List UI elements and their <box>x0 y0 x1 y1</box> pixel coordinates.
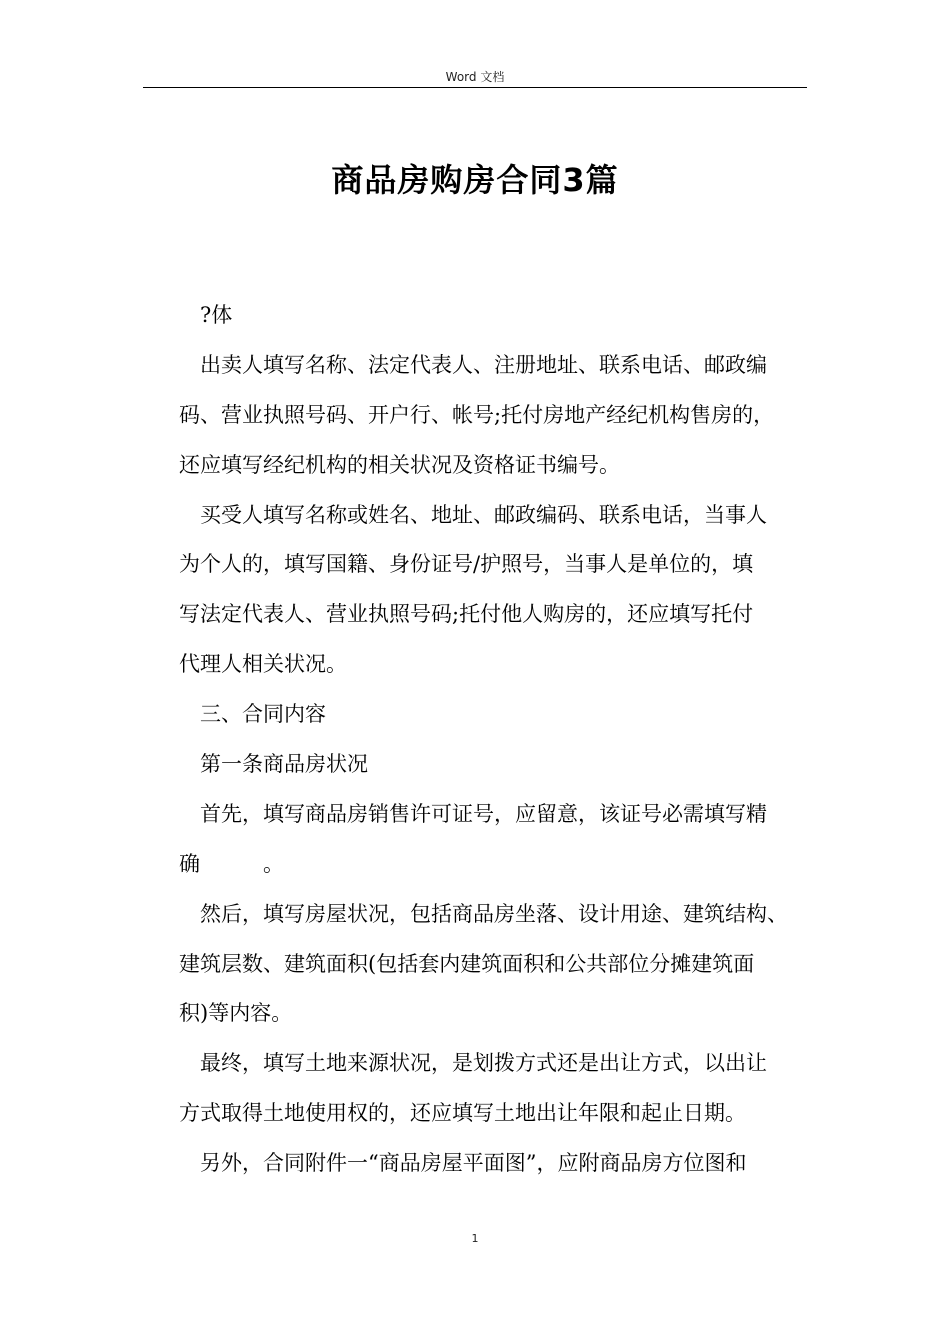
body-line: ?体 <box>200 303 233 327</box>
body-line: 方式取得土地使用权的，还应填写土地出让年限和起止日期。 <box>179 1101 746 1126</box>
document-body <box>179 291 819 1189</box>
section-heading: 三、合同内容 <box>200 702 326 727</box>
body-line: 建筑层数、建筑面积(包括套内建筑面积和公共部位分摊建筑面 <box>179 951 755 976</box>
article-heading: 第一条商品房状况 <box>200 752 368 777</box>
body-line: 积)等内容。 <box>179 1001 293 1026</box>
body-line: 首先，填写商品房销售许可证号，应留意，该证号必需填写精 <box>200 801 767 826</box>
body-line: 还应填写经纪机构的相关状况及资格证书编号。 <box>179 452 620 477</box>
body-line: 买受人填写名称或姓名、地址、邮政编码、联系电话，当事人 <box>200 502 767 527</box>
body-line: 码、营业执照号码、开户行、帐号;托付房地产经纪机构售房的， <box>179 402 775 427</box>
body-line: 然后，填写房屋状况，包括商品房坐落、设计用途、建筑结构、 <box>200 901 788 926</box>
body-line: 最终，填写土地来源状况，是划拨方式还是出让方式，以出让 <box>200 1051 767 1076</box>
body-line: 确 。 <box>179 851 284 876</box>
body-line: 出卖人填写名称、法定代表人、注册地址、联系电话、邮政编 <box>200 352 767 377</box>
page-header: Word 文档 <box>445 70 505 84</box>
body-line: 写法定代表人、营业执照号码;托付他人购房的，还应填写托付 <box>179 602 754 627</box>
body-line: 为个人的，填写国籍、身份证号/护照号，当事人是单位的，填 <box>179 552 754 577</box>
page-number: 1 <box>471 1232 479 1245</box>
header-rule <box>143 87 807 88</box>
body-line: 代理人相关状况。 <box>179 652 347 677</box>
document-title: 商品房购房合同3篇 <box>331 161 619 199</box>
body-line: 另外，合同附件一“商品房屋平面图”，应附商品房方位图和 <box>200 1151 747 1176</box>
